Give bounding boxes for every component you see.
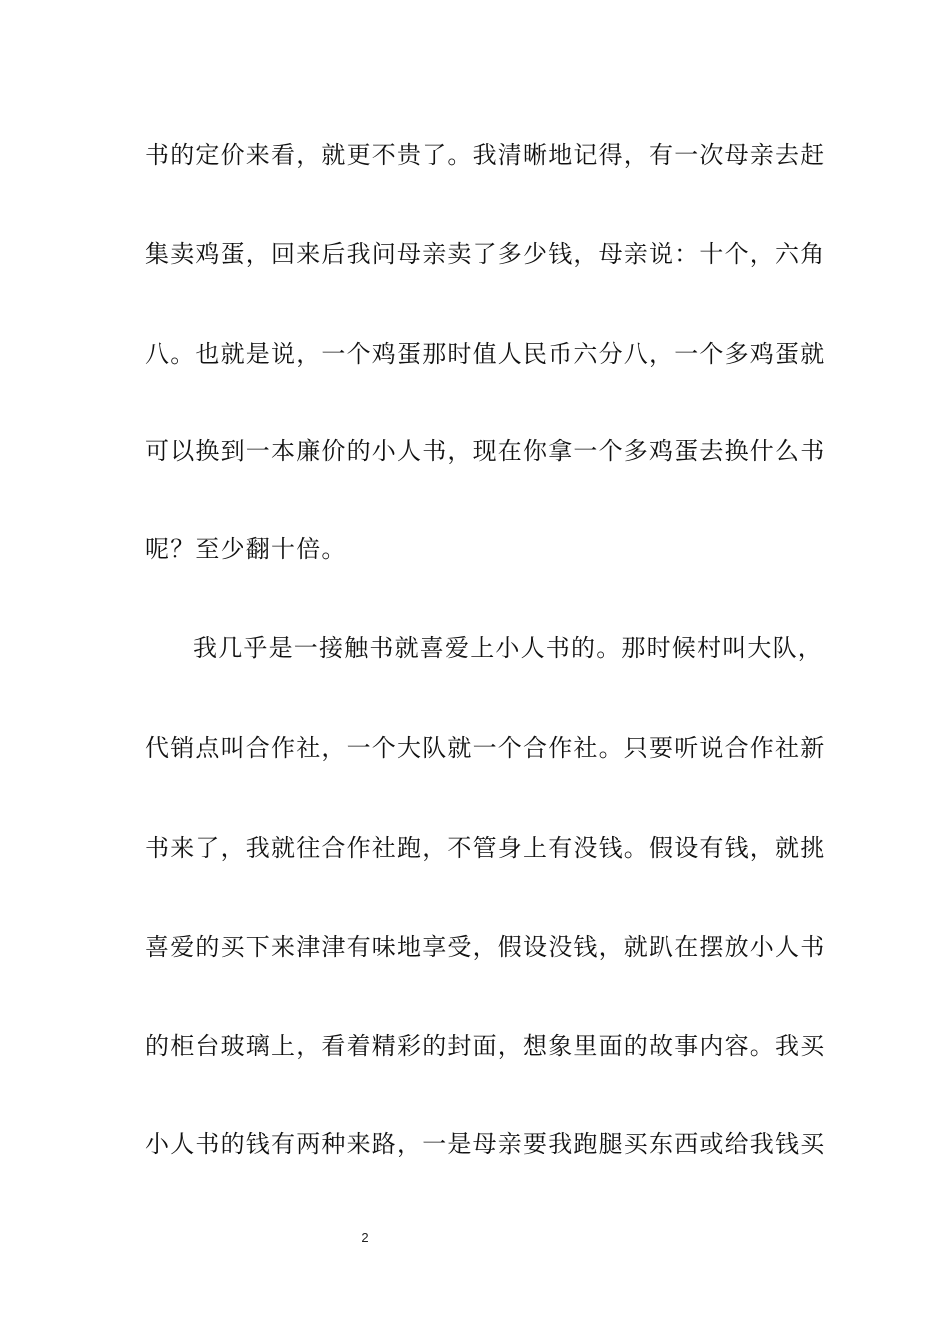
paragraph-first-line: 我几乎是一接触书就喜爱上小人书的。那时候村叫大队，	[193, 634, 823, 662]
body-text-line: 呢？至少翻十倍。	[145, 535, 347, 563]
page-number: 2	[361, 1230, 369, 1245]
body-text-line: 书的定价来看，就更不贵了。我清晰地记得，有一次母亲去赶	[145, 141, 826, 169]
body-text-line: 的柜台玻璃上，看着精彩的封面，想象里面的故事内容。我买	[145, 1032, 826, 1060]
body-text-line: 集卖鸡蛋，回来后我问母亲卖了多少钱，母亲说：十个，六角	[145, 240, 826, 268]
body-text-line: 八。也就是说，一个鸡蛋那时值人民币六分八，一个多鸡蛋就	[145, 340, 826, 368]
body-text-line: 代销点叫合作社，一个大队就一个合作社。只要听说合作社新	[145, 734, 826, 762]
body-text-line: 小人书的钱有两种来路，一是母亲要我跑腿买东西或给我钱买	[145, 1130, 826, 1158]
body-text-line: 喜爱的买下来津津有味地享受，假设没钱，就趴在摆放小人书	[145, 933, 826, 961]
body-text-line: 书来了，我就往合作社跑，不管身上有没钱。假设有钱，就挑	[145, 834, 826, 862]
body-text-line: 可以换到一本廉价的小人书，现在你拿一个多鸡蛋去换什么书	[145, 437, 826, 465]
